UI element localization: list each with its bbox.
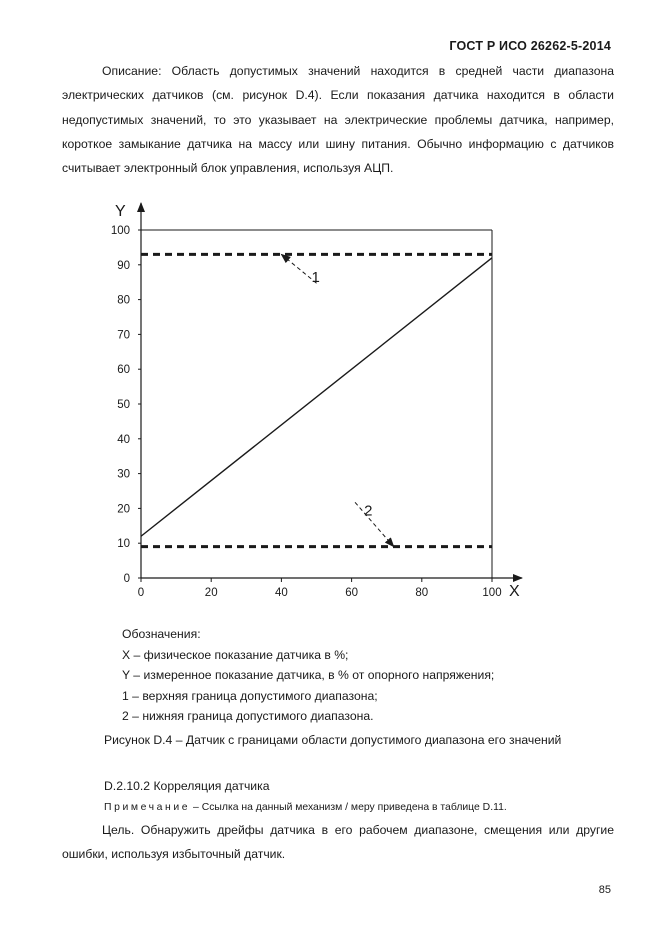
x-tick-label: 20	[204, 587, 218, 599]
y-tick-label: 90	[117, 259, 130, 272]
page-number: 85	[598, 884, 611, 896]
y-axis-label: Y	[115, 203, 126, 220]
y-tick-label: 0	[123, 573, 130, 585]
description-paragraph: Описание: Область допустимых значений находится в средней части диапазона электрических датчиков (см. рисунок D.4). Если показания датчика находится в области недопустимых значений, то это указывает на электрические проблемы датчика, например, короткое замыкание датчика на массу или шину питания. Обычно информацию с датчиков считывает электронный блок управления, используя АЦП.	[62, 64, 614, 176]
annotation-leader-2	[355, 502, 394, 546]
x-tick-label: 40	[275, 587, 288, 599]
series-line-sensor	[141, 258, 492, 536]
y-tick-label: 30	[117, 468, 130, 481]
legend-item-x: X – физическое показание датчика в %;	[122, 647, 349, 662]
legend-title: Обозначения:	[122, 627, 201, 641]
annotation-label-1: 1	[311, 269, 320, 287]
y-tick-label: 80	[117, 294, 130, 307]
section-heading: D.2.10.2 Корреляция датчика	[104, 779, 270, 793]
figure-caption: Рисунок D.4 – Датчик с границами области допустимого диапазона его значений	[104, 733, 562, 747]
x-tick-label: 80	[415, 587, 429, 599]
x-tick-label: 100	[482, 587, 502, 599]
y-tick-label: 20	[117, 503, 130, 516]
goal-paragraph: Цель. Обнаружить дрейфы датчика в его рабочем диапазоне, смещения или другие ошибки, используя избыточный датчик.	[62, 823, 614, 862]
y-tick-label: 60	[117, 364, 130, 377]
y-tick-label: 70	[117, 329, 130, 342]
y-tick-label: 100	[110, 225, 130, 237]
y-tick-label: 40	[117, 433, 130, 446]
x-axis-label: X	[509, 583, 520, 600]
legend-item-y: Y – измеренное показание датчика, в % от опорного напряжения;	[122, 668, 495, 683]
note-dash: –	[193, 802, 199, 813]
x-tick-label: 0	[137, 587, 145, 599]
legend-item-2: 2 – нижняя граница допустимого диапазона.	[122, 709, 374, 724]
note-text: Ссылка на данный механизм / меру приведена в таблице D.11.	[201, 802, 507, 813]
note	[104, 802, 507, 813]
legend-item-1: 1 – верхняя граница допустимого диапазона;	[122, 688, 378, 703]
y-tick-label: 10	[117, 538, 130, 551]
annotation-label-2: 2	[364, 502, 373, 520]
x-tick-label: 60	[345, 587, 358, 599]
note-label: Примечание	[104, 802, 191, 813]
document-header: ГОСТ Р ИСО 26262-5-2014	[449, 39, 611, 53]
legend	[122, 624, 494, 727]
y-tick-label: 50	[117, 399, 130, 411]
